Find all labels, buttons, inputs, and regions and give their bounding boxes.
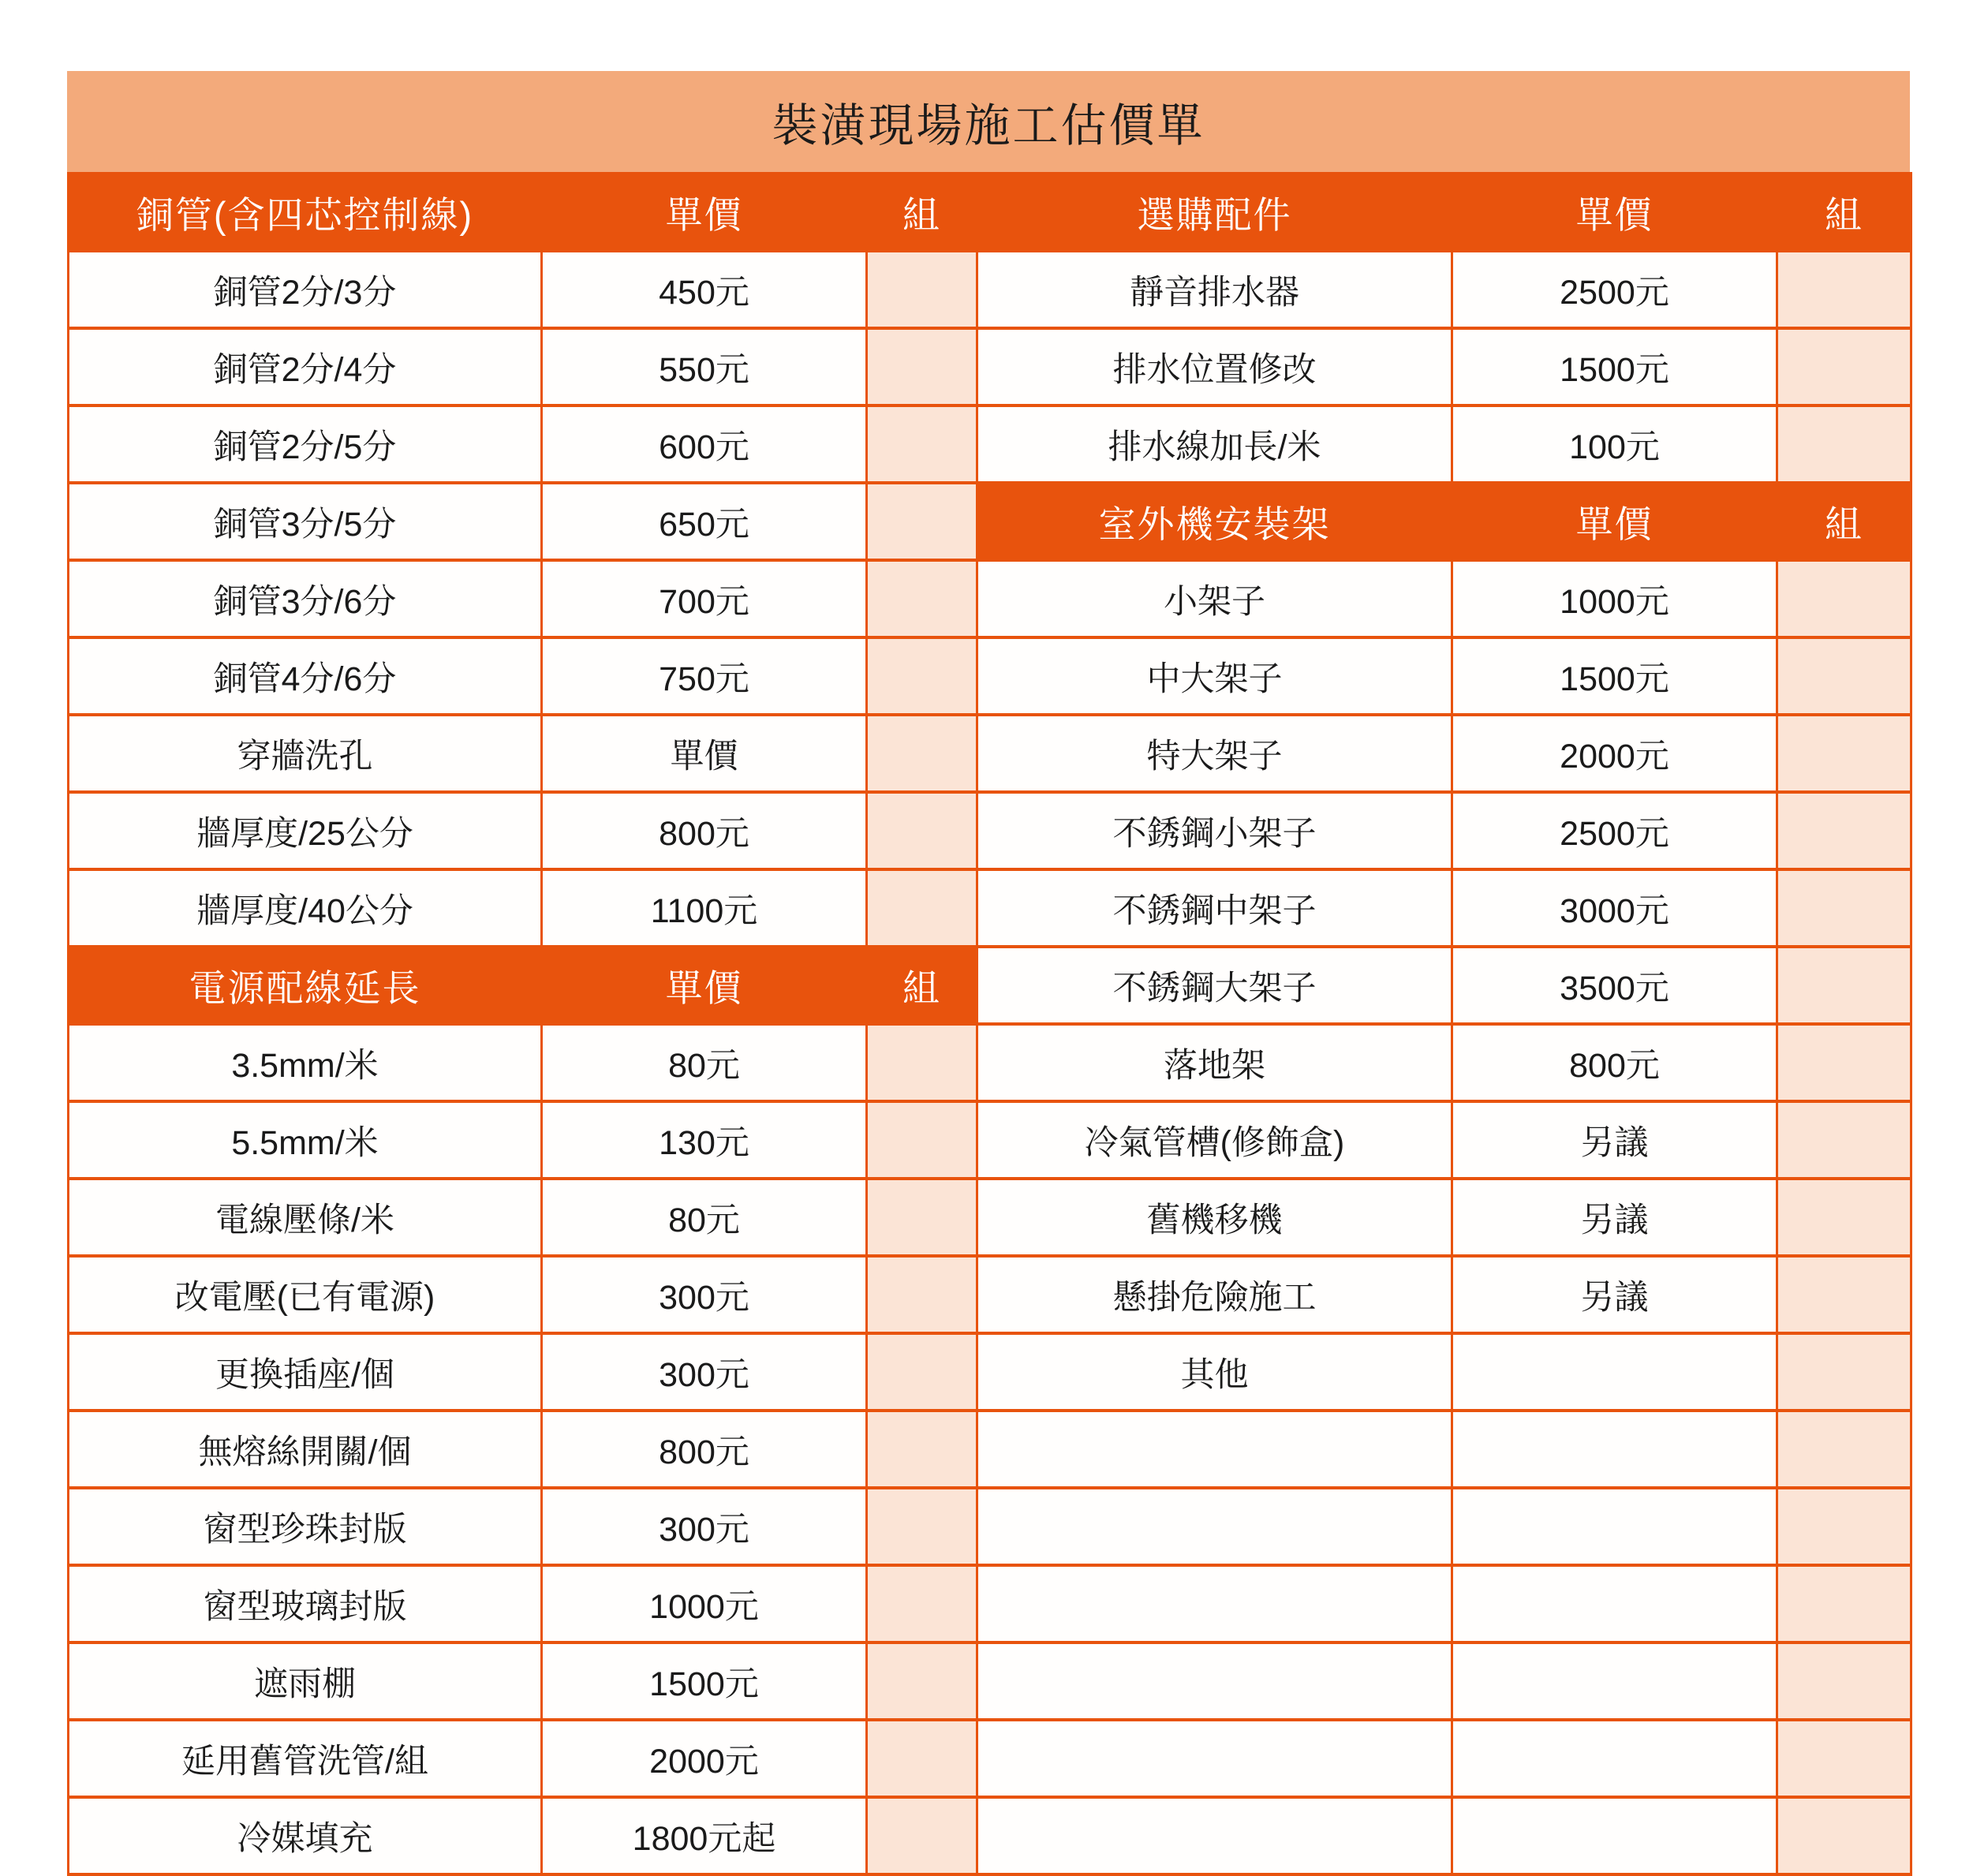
price-header-cell: 單價 xyxy=(1452,483,1777,560)
item-price-cell: 1500元 xyxy=(542,1642,867,1720)
item-group-cell xyxy=(867,1179,977,1256)
section-title-cell: 選購配件 xyxy=(977,174,1452,251)
item-group-cell xyxy=(867,1797,977,1874)
section-header-row xyxy=(69,947,1911,1024)
item-price-cell: 1000元 xyxy=(1452,560,1777,637)
group-header-cell: 組 xyxy=(867,947,977,1024)
item-group-cell xyxy=(1777,1101,1911,1179)
item-price-cell: 130元 xyxy=(542,1101,867,1179)
item-price-cell: 另議 xyxy=(1452,1179,1777,1256)
item-price-cell: 1100元 xyxy=(542,869,867,947)
item-group-cell xyxy=(1777,405,1911,483)
item-price-cell: 2500元 xyxy=(1452,251,1777,328)
item-group-cell xyxy=(1777,947,1911,1024)
item-price-cell xyxy=(1452,1565,1777,1642)
item-label-cell: 牆厚度/40公分 xyxy=(69,869,542,947)
item-label-cell xyxy=(977,1488,1452,1565)
item-label-cell xyxy=(977,1720,1452,1797)
section-title-cell: 銅管(含四芯控制線) xyxy=(69,174,542,251)
price-grid xyxy=(67,172,1912,1876)
table-row xyxy=(69,1024,1911,1101)
item-label-cell: 舊機移機 xyxy=(977,1179,1452,1256)
item-price-cell xyxy=(1452,1642,1777,1720)
item-label-cell: 靜音排水器 xyxy=(977,251,1452,328)
item-label-cell xyxy=(977,1797,1452,1874)
group-header-cell: 組 xyxy=(867,174,977,251)
price-header-cell: 單價 xyxy=(542,947,867,1024)
item-group-cell xyxy=(1777,1256,1911,1333)
group-header-cell: 組 xyxy=(1777,483,1911,560)
price-header-cell: 單價 xyxy=(542,174,867,251)
item-label-cell: 不銹鋼中架子 xyxy=(977,869,1452,947)
table-row xyxy=(69,1565,1911,1642)
item-price-cell xyxy=(1452,1333,1777,1411)
table-row xyxy=(69,1333,1911,1411)
item-label-cell: 銅管3分/6分 xyxy=(69,560,542,637)
item-group-cell xyxy=(1777,1642,1911,1720)
item-group-cell xyxy=(867,1720,977,1797)
item-price-cell: 700元 xyxy=(542,560,867,637)
item-group-cell xyxy=(1777,1179,1911,1256)
item-price-cell: 300元 xyxy=(542,1488,867,1565)
table-row xyxy=(69,1101,1911,1179)
page-title: 裝潢現場施工估價單 xyxy=(772,100,1205,151)
item-group-cell xyxy=(867,1101,977,1179)
table-row xyxy=(69,251,1911,328)
price-header-cell: 單價 xyxy=(1452,174,1777,251)
item-price-cell: 2000元 xyxy=(542,1720,867,1797)
item-label-cell: 不銹鋼小架子 xyxy=(977,792,1452,869)
item-label-cell: 延用舊管洗管/組 xyxy=(69,1720,542,1797)
item-label-cell xyxy=(977,1642,1452,1720)
item-group-cell xyxy=(1777,1411,1911,1488)
item-label-cell: 3.5mm/米 xyxy=(69,1024,542,1101)
item-group-cell xyxy=(867,715,977,792)
estimate-sheet xyxy=(67,71,1910,1876)
item-group-cell xyxy=(867,1333,977,1411)
item-label-cell: 落地架 xyxy=(977,1024,1452,1101)
table-row xyxy=(69,483,1911,560)
table-row xyxy=(69,1411,1911,1488)
item-group-cell xyxy=(867,1642,977,1720)
item-price-cell: 單價 xyxy=(542,715,867,792)
section-title-cell: 室外機安裝架 xyxy=(977,483,1452,560)
item-group-cell xyxy=(867,1565,977,1642)
item-group-cell xyxy=(1777,1488,1911,1565)
item-price-cell: 800元 xyxy=(542,792,867,869)
table-row xyxy=(69,1797,1911,1874)
item-label-cell: 遮雨棚 xyxy=(69,1642,542,1720)
item-label-cell: 冷媒填充 xyxy=(69,1797,542,1874)
item-group-cell xyxy=(1777,869,1911,947)
item-price-cell: 80元 xyxy=(542,1179,867,1256)
item-label-cell: 冷氣管槽(修飾盒) xyxy=(977,1101,1452,1179)
item-label-cell: 小架子 xyxy=(977,560,1452,637)
item-price-cell: 3000元 xyxy=(1452,869,1777,947)
item-label-cell: 窗型玻璃封版 xyxy=(69,1565,542,1642)
item-group-cell xyxy=(1777,637,1911,715)
item-price-cell: 100元 xyxy=(1452,405,1777,483)
item-group-cell xyxy=(1777,1333,1911,1411)
table-row xyxy=(69,792,1911,869)
table-row xyxy=(69,1720,1911,1797)
table-row xyxy=(69,1488,1911,1565)
item-price-cell: 另議 xyxy=(1452,1256,1777,1333)
item-group-cell xyxy=(1777,560,1911,637)
item-price-cell: 550元 xyxy=(542,328,867,405)
item-label-cell: 銅管2分/5分 xyxy=(69,405,542,483)
table-row xyxy=(69,1642,1911,1720)
item-label-cell: 更換插座/個 xyxy=(69,1333,542,1411)
item-label-cell: 不銹鋼大架子 xyxy=(977,947,1452,1024)
item-price-cell: 1500元 xyxy=(1452,637,1777,715)
item-group-cell xyxy=(867,251,977,328)
item-price-cell: 300元 xyxy=(542,1333,867,1411)
item-group-cell xyxy=(867,560,977,637)
item-label-cell: 懸掛危險施工 xyxy=(977,1256,1452,1333)
item-group-cell xyxy=(867,637,977,715)
item-group-cell xyxy=(1777,251,1911,328)
item-group-cell xyxy=(1777,328,1911,405)
table-row xyxy=(69,869,1911,947)
item-label-cell: 窗型珍珠封版 xyxy=(69,1488,542,1565)
item-group-cell xyxy=(1777,1797,1911,1874)
item-price-cell: 300元 xyxy=(542,1256,867,1333)
section-header-row xyxy=(69,174,1911,251)
item-group-cell xyxy=(867,792,977,869)
item-label-cell: 改電壓(已有電源) xyxy=(69,1256,542,1333)
item-group-cell xyxy=(1777,1720,1911,1797)
item-label-cell: 5.5mm/米 xyxy=(69,1101,542,1179)
item-label-cell: 電線壓條/米 xyxy=(69,1179,542,1256)
item-label-cell: 牆厚度/25公分 xyxy=(69,792,542,869)
table-row xyxy=(69,328,1911,405)
item-price-cell: 2000元 xyxy=(1452,715,1777,792)
item-group-cell xyxy=(1777,1565,1911,1642)
item-label-cell xyxy=(977,1565,1452,1642)
item-price-cell: 800元 xyxy=(1452,1024,1777,1101)
table-row xyxy=(69,637,1911,715)
item-label-cell: 中大架子 xyxy=(977,637,1452,715)
item-label-cell: 無熔絲開關/個 xyxy=(69,1411,542,1488)
item-group-cell xyxy=(867,1024,977,1101)
table-row xyxy=(69,405,1911,483)
item-label-cell: 排水位置修改 xyxy=(977,328,1452,405)
item-group-cell xyxy=(867,405,977,483)
item-group-cell xyxy=(867,328,977,405)
item-price-cell: 3500元 xyxy=(1452,947,1777,1024)
item-group-cell xyxy=(867,869,977,947)
group-header-cell: 組 xyxy=(1777,174,1911,251)
item-group-cell xyxy=(1777,715,1911,792)
item-price-cell: 80元 xyxy=(542,1024,867,1101)
item-price-cell xyxy=(1452,1411,1777,1488)
item-price-cell xyxy=(1452,1720,1777,1797)
item-price-cell: 2500元 xyxy=(1452,792,1777,869)
item-price-cell: 1000元 xyxy=(542,1565,867,1642)
item-group-cell xyxy=(1777,1024,1911,1101)
item-label-cell: 其他 xyxy=(977,1333,1452,1411)
item-price-cell: 1500元 xyxy=(1452,328,1777,405)
item-label-cell: 穿牆洗孔 xyxy=(69,715,542,792)
item-price-cell: 800元 xyxy=(542,1411,867,1488)
item-label-cell xyxy=(977,1411,1452,1488)
item-group-cell xyxy=(867,1256,977,1333)
sheet-title-bar xyxy=(67,71,1910,172)
table-row xyxy=(69,1179,1911,1256)
item-label-cell: 銅管4分/6分 xyxy=(69,637,542,715)
item-group-cell xyxy=(867,483,977,560)
item-price-cell: 750元 xyxy=(542,637,867,715)
item-group-cell xyxy=(1777,792,1911,869)
item-label-cell: 排水線加長/米 xyxy=(977,405,1452,483)
item-price-cell xyxy=(1452,1488,1777,1565)
item-label-cell: 銅管2分/3分 xyxy=(69,251,542,328)
table-row xyxy=(69,560,1911,637)
item-group-cell xyxy=(867,1488,977,1565)
item-price-cell: 450元 xyxy=(542,251,867,328)
table-row xyxy=(69,1256,1911,1333)
item-label-cell: 銅管3分/5分 xyxy=(69,483,542,560)
item-price-cell: 600元 xyxy=(542,405,867,483)
item-price-cell: 另議 xyxy=(1452,1101,1777,1179)
item-label-cell: 銅管2分/4分 xyxy=(69,328,542,405)
item-label-cell: 特大架子 xyxy=(977,715,1452,792)
item-group-cell xyxy=(867,1411,977,1488)
item-price-cell: 1800元起 xyxy=(542,1797,867,1874)
section-title-cell: 電源配線延長 xyxy=(69,947,542,1024)
table-row xyxy=(69,715,1911,792)
item-price-cell xyxy=(1452,1797,1777,1874)
item-price-cell: 650元 xyxy=(542,483,867,560)
